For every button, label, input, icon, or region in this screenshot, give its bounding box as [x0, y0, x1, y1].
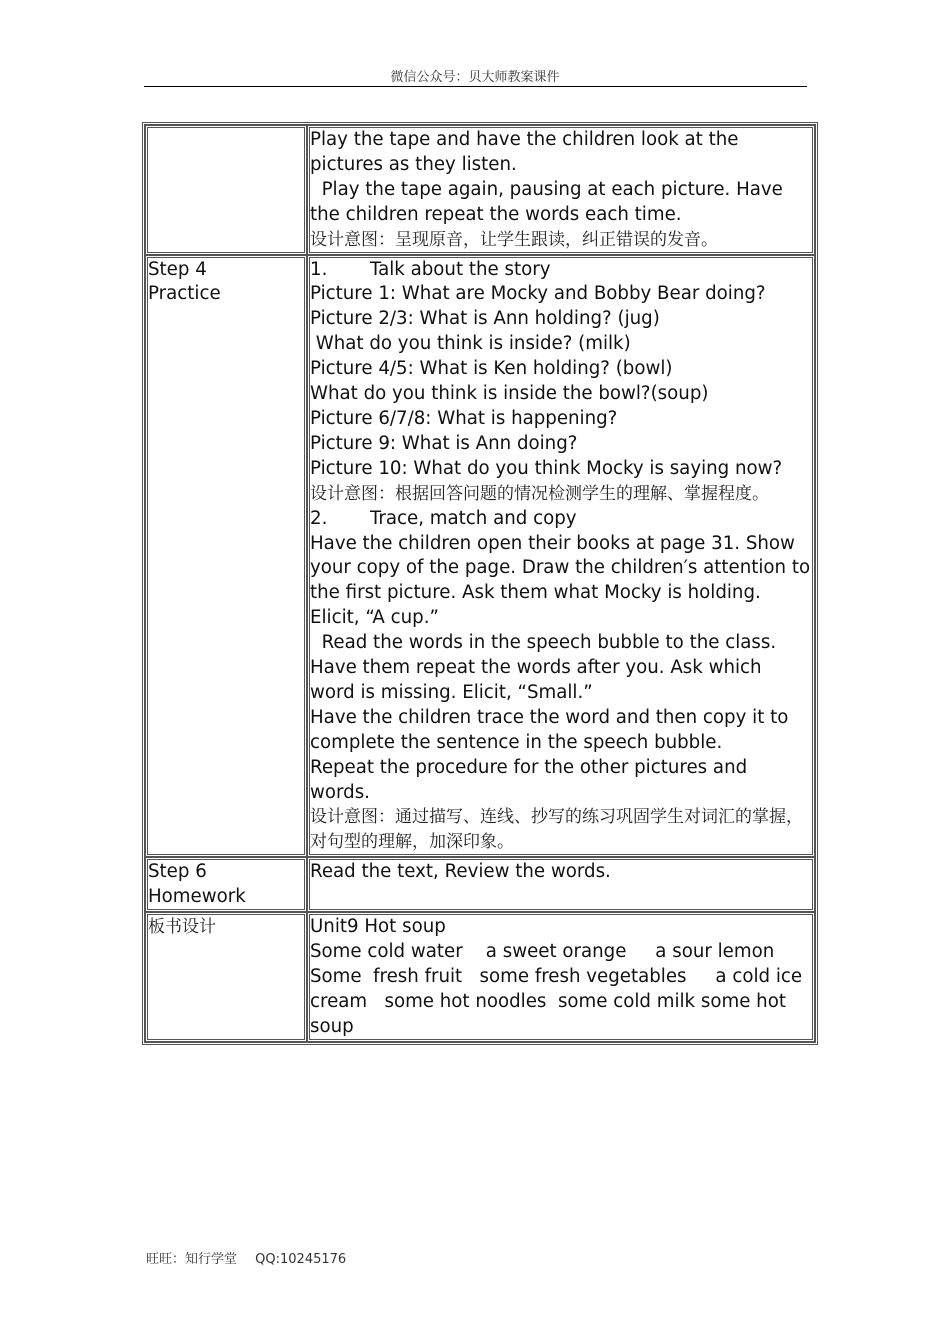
instruction-paragraph: Have the children open their books at page 31. Show your copy of the page. Draw the children′s attention to the first picture. Ask them what Mocky is holding. Elicit, “A cup.”: [310, 532, 811, 629]
step-title: Practice: [148, 283, 221, 305]
step-cell: [145, 912, 307, 1042]
content-cell: [307, 125, 815, 255]
design-note: 设计意图：呈现原音，让学生跟读，纠正错误的发音。: [310, 229, 718, 250]
numbered-heading: [310, 258, 812, 283]
content-paragraph: Play the tape and have the children look at the pictures as they listen.: [310, 129, 739, 175]
board-text: Some cold water a sweet orange a sour lemon Some fresh fruit some fresh vegetables a cold ice cream some hot noodles some cold milk some hot soup: [310, 941, 808, 1037]
content-cell: [307, 255, 815, 858]
numbered-heading: [310, 507, 812, 532]
lesson-plan-table: [144, 124, 816, 1043]
footer-wangwang: 旺旺：知行学堂: [146, 1252, 238, 1267]
table-row: [145, 912, 815, 1042]
page-header: 微信公众号：贝大师教案课件: [390, 70, 560, 85]
question-line: Picture 6/7/8: What is happening?: [310, 407, 618, 429]
question-line: What do you think is inside? (milk): [310, 333, 631, 355]
homework-text: Read the text, Review the words.: [310, 861, 611, 883]
table-row: [145, 857, 815, 912]
question-line: Picture 4/5: What is Ken holding? (bowl): [310, 358, 673, 380]
step-cell: [145, 255, 307, 858]
step-label: Step 6: [148, 861, 207, 883]
footer-qq: QQ:10245176: [255, 1252, 347, 1267]
table-row: [145, 125, 815, 255]
table-row: [145, 255, 815, 858]
question-line: Picture 9: What is Ann doing?: [310, 432, 578, 454]
question-line: Picture 2/3: What is Ann holding? (jug): [310, 308, 660, 330]
content-paragraph: Play the tape again, pausing at each picture. Have the children repeat the words each time.: [310, 178, 789, 225]
page-footer: [146, 1248, 346, 1267]
content-cell: [307, 912, 815, 1042]
instruction-paragraph: Repeat the procedure for the other pictures and words.: [310, 756, 748, 803]
design-note: 设计意图：根据回答问题的情况检测学生的理解、掌握程度。: [310, 483, 769, 504]
item-title: Trace, match and copy: [370, 507, 577, 529]
design-note: 设计意图：通过描写、连线、抄写的练习巩固学生对词汇的掌握，对句型的理解，加深印象。: [310, 807, 803, 853]
board-title: Unit9 Hot soup: [310, 916, 446, 938]
step-title: Homework: [148, 886, 246, 908]
content-cell: [307, 857, 815, 912]
item-number: 1.: [310, 258, 328, 280]
header-divider: [144, 86, 807, 87]
step-cell: [145, 857, 307, 912]
instruction-paragraph: Read the words in the speech bubble to the class. Have them repeat the words after you. Ask which word is missing. Elicit, “Small.”: [310, 632, 782, 703]
item-number: 2.: [310, 507, 328, 529]
step-label: Step 4: [148, 258, 207, 280]
instruction-paragraph: Have the children trace the word and then copy it to complete the sentence in the speech bubble.: [310, 706, 789, 753]
question-line: Picture 10: What do you think Mocky is saying now?: [310, 457, 783, 479]
item-title: Talk about the story: [370, 258, 551, 280]
question-line: What do you think is inside the bowl?(soup): [310, 383, 709, 405]
step-label: 板书设计: [148, 917, 216, 938]
step-cell: [145, 125, 307, 255]
question-line: Picture 1: What are Mocky and Bobby Bear doing?: [310, 283, 766, 305]
